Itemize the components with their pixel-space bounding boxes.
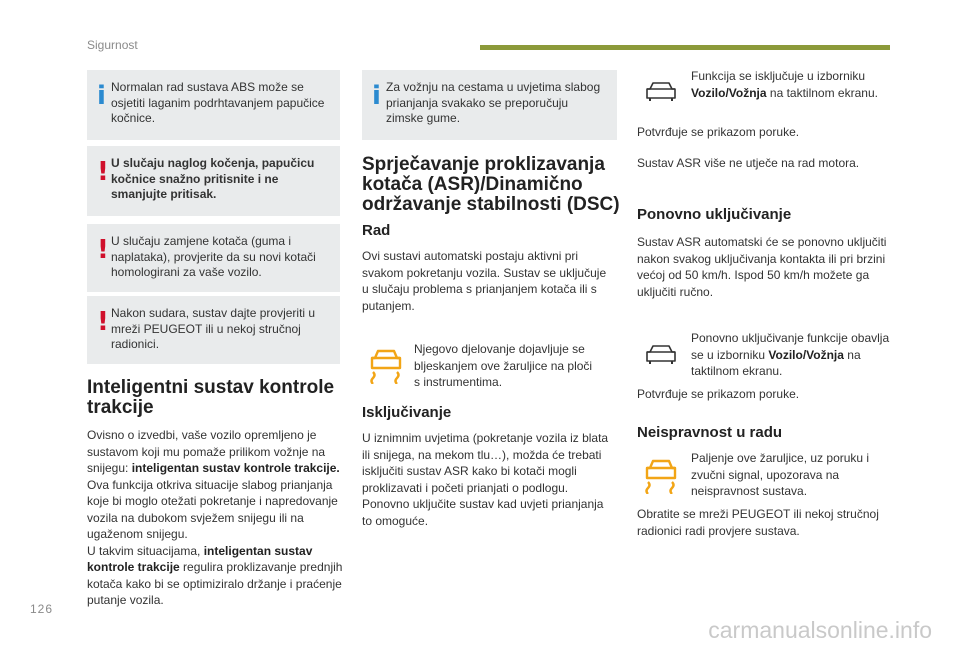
confirm-text: Potvrđuje se prikazom poruke. bbox=[637, 125, 800, 139]
warning-icon: ! bbox=[97, 157, 109, 187]
warning-icon: ! bbox=[97, 307, 109, 337]
section-heading: Inteligentni sustav kontrole trakcije bbox=[87, 377, 335, 418]
subheading-ponovno-ukljucivanje: Ponovno uključivanje bbox=[637, 206, 792, 223]
info-box-text: Za vožnju na cestama u uvjetima slabog prianjanja svakako se preporučuju zimske gume. bbox=[386, 80, 601, 125]
subheading-rad: Rad bbox=[362, 222, 391, 239]
warning-box-text: U slučaju zamjene kotača (guma i naplataka), provjerite da su novi kotači homologirani za vaše vozilo. bbox=[111, 234, 316, 279]
reactivation-text: Ponovno uključivanje funkcije obavlja se u izborniku Vozilo/Vožnja na taktilnom ekranu. bbox=[691, 331, 890, 378]
car-icon bbox=[645, 343, 677, 365]
section-accent-bar bbox=[480, 45, 890, 50]
subheading-neispravnost: Neispravnost u radu bbox=[637, 424, 783, 441]
asr-warning-lamp-icon bbox=[643, 456, 679, 494]
section-heading: Sprječavanje proklizavanja kotača (ASR)/Dinamično održavanje stabilnosti (DSC) bbox=[362, 154, 620, 215]
info-box-text: Normalan rad sustava ABS može se osjetiti laganim podrhtavanjem papučice kočnice. bbox=[111, 80, 325, 125]
car-icon bbox=[645, 80, 677, 102]
info-icon: i bbox=[97, 81, 106, 111]
off-text: U iznimnim uvjetima (pokretanje vozila iz blata ili snijega, na mekom tlu…), možda će trebati isključiti sustav ASR kako bi kotači mogli proklizavati i početi prianjati o podlogu. Ponovno uključite sustav kad uvjeti prianjanja to omoguće. bbox=[362, 431, 609, 528]
body-text: Ovisno o izvedbi, vaše vozilo opremljeno je sustavom koji mu pomaže prilikom vožnje na snijegu: inteligentan sustav kontrole trakcije. Ova funkcija otkriva situacije slabog prianjanja koje bi moglo otežati pokretanje i napredovanje vozila na dubokom svježem snijegu ili na ugaženom snijegu. U takvim situacijama, inteligentan sustav kontrole trakcije regulira proklizavanje prednjih kotača kako bi se optimiziralo držanje i praćenje putanje vozila. bbox=[87, 428, 343, 607]
fault-text: Obratite se mreži PEUGEOT ili nekoj stručnoj radionici radi provjere sustava. bbox=[637, 507, 879, 538]
on-text: Sustav ASR automatski će se ponovno uključiti nakon svakog uključivanja kontakta ili pri brzini većoj od 50 km/h. Ispod 50 km/h možete ga uključiti ručno. bbox=[637, 235, 887, 299]
warning-icon: ! bbox=[97, 235, 109, 265]
info-icon: i bbox=[372, 81, 381, 111]
rad-text: Ovi sustavi automatski postaju aktivni pri svakom pokretanju vozila. Sustav se uključuje u slučaju problema s prianjanjem kotača ili s putanjem. bbox=[362, 249, 607, 313]
section-title: Sigurnost bbox=[87, 38, 138, 52]
asr-warning-lamp-icon bbox=[368, 346, 404, 384]
watermark: carmanualsonline.info bbox=[708, 617, 932, 643]
fault-lamp-text: Paljenje ove žaruljice, uz poruku i zvučni signal, upozorava na neispravnost sustava. bbox=[691, 451, 870, 498]
warning-box-collision bbox=[87, 296, 340, 364]
warning-box-wheels bbox=[87, 224, 340, 292]
lamp-text: Njegovo djelovanje dojavljuje se bljeskanjem ove žaruljice na ploči s instrumentima. bbox=[414, 342, 593, 389]
page-number: 126 bbox=[30, 602, 54, 616]
asr-note: Sustav ASR više ne utječe na rad motora. bbox=[637, 156, 860, 170]
info-box-winter-tyres bbox=[362, 70, 617, 140]
warning-box-text: Nakon sudara, sustav dajte provjeriti u mreži PEUGEOT ili u nekoj stručnoj radionici. bbox=[111, 306, 316, 351]
subheading-iskljucivanje: Isključivanje bbox=[362, 404, 452, 421]
confirm-text: Potvrđuje se prikazom poruke. bbox=[637, 387, 800, 401]
info-box-abs bbox=[87, 70, 340, 140]
function-off-text: Funkcija se isključuje u izborniku Vozilo/Vožnja na taktilnom ekranu. bbox=[691, 69, 878, 100]
warning-box-text: U slučaju naglog kočenja, papučicu kočnice snažno pritisnite i ne smanjujte pritisak. bbox=[111, 156, 315, 201]
warning-box-braking bbox=[87, 146, 340, 216]
